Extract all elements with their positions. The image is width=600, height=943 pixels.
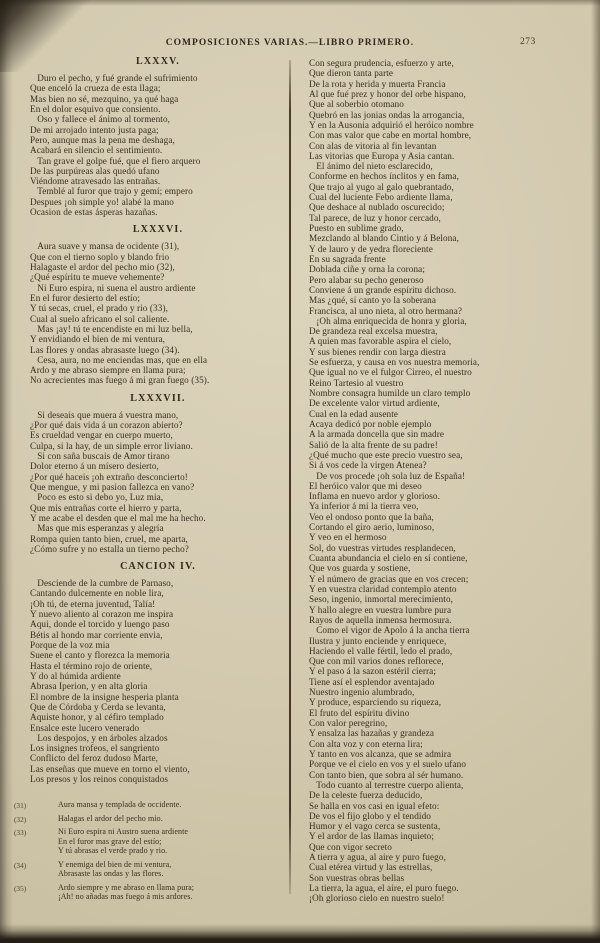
verse-line: Y el ardor de las llamas inquieto; [309,831,435,842]
poem-section [30,561,286,784]
verse-line: Mas ¡ay! tú te encendiste en mi luz bella, [30,323,193,334]
verse-line: Al que fué prez y honor del orbe hispano, [309,88,466,99]
verse-line: Halagas el ardor del pecho mio. [58,813,163,823]
verse-line: Aura suave y mansa de ocidente (31), [30,241,180,252]
verse-line: Las vitorias que Europa y Asia cantan. [309,150,455,161]
footnote-marker: (35) [14,883,27,893]
verse-line: Ya inferior á mí la tierra veo, [309,501,419,512]
section-heading: LXXXVI. [132,224,184,236]
verse-line: Suene el canto y florezca la memoria [30,650,170,661]
verse-line: Y produce, esparciendo su riqueza, [309,697,442,708]
verse-line: Si con saña buscais de Amor tirano [30,451,170,461]
verse-line: Nombre consagra humilde un claro templo [309,388,471,398]
verse-line: Y me acabe el desden que el mal me ha hecho. [30,512,206,523]
verse-line: Cual etérea virtud y las estrellas, [309,862,433,873]
verse-line: Cesa, aura, no me enciendas mas, que en ella [30,354,208,365]
verse-line: ¿Qué mucho que este precio vuestro sea, [309,449,463,460]
verse-line: Ni Euro espira, ni suena el austro ardiente [30,282,196,293]
verse-line: Oso y fallece el ánimo al tormento, [30,114,171,125]
page-edge-right-shadow [591,0,600,943]
verse-line: Las enseñas que mueve en torno el viento, [30,763,190,774]
verse-line: La tierra, la agua, el aire, el puro fuego. [309,883,459,893]
verse-line: Con alta voz y con eterna lira; [309,738,423,749]
verse-line: ¿Qué espíritu te mueve vehemente? [30,272,165,283]
verse-line: Cortando el giro aerio, luminoso, [309,522,435,533]
verse-line: Porque ve el cielo en vos y el suelo ufano [309,759,467,770]
verse-line: Nuestro ingenio alumbrado, [309,687,415,698]
verse-line: Que deshace al nublado oscurecido; [309,202,445,213]
verse-line: Y hallo alegre en vuestra lumbre pura [309,604,452,615]
verse-line: Y tú secas, cruel, el prado y rio (33), [30,303,169,314]
verse-line: Ardo siempre y me abraso en llama pura; [58,882,195,892]
verse-line: Que igual no ve el fulgor Cirreo, el nuestro [309,367,472,378]
verse-line: Con tanto bien, que sobra al sér humano. [309,769,464,780]
verse-line: Y do al húmida ardiente [30,670,121,681]
verse-line: Y enemiga del bien de mi ventura, [58,859,172,869]
verse-line: Y nuevo aliento al corazon me inspira [30,609,174,620]
verse-line: Que mis entrañas corte el hierro y parta, [30,502,182,513]
verse-line: Cual del luciente Febo ardiente llama, [309,192,453,203]
verse-line: Ocasion de estas ásperas hazañas. [30,207,158,218]
left-column [14,56,286,906]
verse-line: De la celeste fuerza deducido, [309,790,423,801]
footnote-marker: (34) [14,860,27,870]
verse-line: ¡Oh glorioso cielo en nuestro suelo! [309,893,445,904]
verse-line: Tiene así el esplendor aventajado [309,676,435,687]
footnote [14,800,286,811]
verse-line: El fruto del espíritu divino [309,707,410,718]
verse-line: Mezclando al blando Cintio y á Belona, [309,233,459,244]
verse-line: De la rota y herida y muerta Francia [309,78,446,89]
verse-line: Que al soberbio otomano [309,99,404,110]
verse-line: Bétis al hondo mar corriente envia, [30,629,163,640]
verse-line: A tierra y agua, al aire y puro fuego, [309,852,446,863]
verse-line: Inflama en nuevo ardor y glorioso. [309,491,440,502]
verse-line: Quebró en las jonias ondas la arrogancia, [309,109,465,120]
verse-line: Pero, aunque mas la pena me deshaga, [30,134,175,145]
verse-line: En su sagrada frente [309,253,386,264]
verse-line: A quien mas favorable aspira el cielo, [309,336,452,347]
verse-line: ¿Por qué dais vida á un corazon abierto? [30,420,183,431]
footnote [14,827,286,856]
verse-line: El nombre de la insigne hesperia planta [30,691,179,702]
verse-line: Las flores y ondas abrasaste luego (34). [30,344,180,355]
verse-line: Humor y el vago cerca se sustenta, [309,821,441,832]
verse-line: Que dieron tanta parte [309,68,394,79]
verse-line: ¿Por qué haceis ¡oh extraño desconcierto! [30,471,188,482]
right-column [309,58,583,904]
verse-line: ¡Oh tú, de eterna juventud, Talía! [30,598,156,609]
poem-section [30,224,286,385]
verse-line: Aqui, donde el torcido y luengo paso [30,619,170,630]
section-heading: LXXXV. [136,56,180,67]
verse-line: Que mengue, y mi pasion fallezca en vano? [30,481,195,492]
verse-line: Haciendo el valle fértil, ledo el prado, [309,645,453,656]
verse-line: Viéndome atravesado las entrañas. [30,176,161,187]
verse-line: Duro el pecho, y fué grande el sufrimiento [30,73,198,83]
page-edge-bottom-shadow [0,924,600,943]
verse-line: Y envidiando el bien de mi ventura, [30,334,166,345]
verse-line: Que enceló la crueza de esta llaga; [30,83,161,94]
verse-line: De vos procede ¡oh sola luz de España! [309,470,466,481]
verse-line: Francisca, al uno nieta, al otro hermana? [309,305,463,316]
footnote-marker: (32) [14,814,27,824]
footnote-marker: (31) [14,801,27,811]
verse-line: De excelente valor virtud ardiente, [309,398,440,409]
verse-line: Aura mansa y templada de occidente. [58,800,182,810]
verse-line: Mas bien no sé, mezquino, ya qué haga [30,93,179,104]
verse-line: Ni Euro espira ni Austro suena ardiente [58,827,189,837]
verse-line: Todo cuanto al terrestre cuerpo alienta, [309,779,464,790]
page-number: 273 [520,37,536,47]
section-heading: LXXXVII. [130,392,186,404]
verse-line: Y en la Ausonia adquirió el heróico nombre [309,119,474,130]
verse-line: Que con vigor secreto [309,841,392,852]
verse-line: Se halla en vos casi en igual efeto: [309,800,440,811]
page-edge-left-shadow [0,0,13,943]
verse-line: Si deseais que muera á vuestra mano, [30,409,179,420]
verse-line: Si á vos cede la virgen Atenea? [309,460,427,471]
verse-line: Son vuestras obras bellas [309,872,405,883]
page-edge-top-shadow [0,0,600,6]
verse-line: Poco es esto si debo yo, Luz mia, [30,492,164,503]
verse-line: ¿Cómo sufre y no estalla un tierno pecho? [30,543,189,554]
footnote [14,813,286,824]
verse-line: Que trajo al yugo al galo quebrantado, [309,181,454,192]
verse-line: Y tanto en vos alcanza, que se admira [309,748,452,759]
footnote-marker: (33) [14,828,27,838]
verse-line: Que con el tierno soplo y blando frio [30,251,170,262]
verse-line: Y en vuestra claridad contemplo atento [309,583,457,594]
verse-line: Con valor peregrino, [309,718,388,728]
verse-line: Con segura prudencia, esfuerzo y arte, [309,58,454,68]
verse-line: Veo el ondoso ponto que la baña, [309,511,434,522]
verse-line: Y el número de gracias que en vos crecen; [309,573,469,584]
verse-line: Es crueldad vengar en cuerpo muerto, [30,430,173,441]
verse-line: Cual al suelo africano el sol caliente. [30,313,170,324]
verse-line: Despues ¡oh simple yo! alabé la mano [30,196,174,207]
verse-line: Los despojos, y en árboles alzados [30,732,168,743]
column-divider-rule [289,60,291,894]
verse-line: Salió de la alta frente de su padre! [309,439,438,450]
verse-line: De mi arrojado intento justa paga; [30,124,159,135]
verse-line: Ilustra y junto enciende y enriquece, [309,635,447,646]
verse-line: Seso, ingenio, inmortal merecimiento, [309,594,454,605]
verse-line: Mas que mis esperanzas y alegría [30,523,164,534]
verse-line: Tan grave el golpe fué, que el fiero arquero [30,155,201,166]
verse-line: Con alas de vitoria al fin levantan [309,140,437,151]
verse-line: De grandeza real excelsa muestra, [309,326,438,337]
verse-line: Puesto en sublime grado, [309,223,404,233]
verse-line: Los presos y los reinos conquistados [30,774,169,785]
verse-line: Conviene á un grande espíritu dichoso. [309,284,457,295]
verse-line: ¡Ah! no añadas mas fuego á mis ardores. [58,892,193,902]
verse-line: De vos el fijo globo y el tendido [309,810,431,821]
verse-line: Cuanta abundancia el cielo en sí contiene, [309,553,468,563]
verse-line: Los insignes trofeos, el sangriento [30,743,160,754]
verse-line: El ánimo del nieto esclarecido, [309,161,433,172]
verse-line: Desciende de la cumbre de Parnaso, [30,578,174,589]
verse-line: Porque de la voz mia [30,640,110,650]
verse-line: Como el vigor de Apolo á la ancha tierra [309,625,470,636]
verse-line: Se esfuerza, y causa en vos nuestra memoria, [309,357,480,368]
verse-line: Abrasa Iperion, y en alta gloria [30,681,148,692]
verse-line: Tal parece, de luz y honor cercado, [309,212,441,223]
verse-line: Que vos guarda y sostiene, [309,563,411,574]
verse-line: A la armada doncella que sin madre [309,429,445,440]
verse-line: Y tú abrasas el verde prado y rio. [58,846,168,856]
verse-line: Que con mil varios dones reflorece, [309,656,444,667]
poem-section [30,56,286,217]
footnote [14,859,286,879]
verse-line: Y el paso á la sazon estéril cierra; [309,666,436,677]
verse-line: En el furor mas grave del estío; [58,836,162,846]
verse-line: Acabará en silencio el sentimiento. [30,145,163,156]
verse-line: Que de Córdoba y Cerda se levanta, [30,701,166,712]
verse-line: Abrasaste las ondas y las flores. [58,869,164,879]
verse-line: Y de lauro y de yedra floreciente [309,243,433,254]
verse-line: Rayos de aquella inmensa hermosura. [309,614,452,625]
verse-line: Dolor eterno á un mísero desierto, [30,461,159,472]
verse-line: Mas ¿qué, si canto yo la soberana [309,295,437,306]
verse-line: ¡Oh alma enriquecida de honra y gloria, [309,315,467,326]
verse-line: Y ensalza las hazañas y grandeza [309,728,435,739]
verse-line: Culpa, si la hay, de un simple error liviano. [30,440,193,451]
running-header: COMPOSICIONES VARIAS.—LIBRO PRIMERO. [165,38,415,48]
verse-line: No acrecientes mas fuego á mi gran fuego (35). [30,375,210,386]
verse-line: Ardo y me abraso siempre en llama pura; [30,365,186,376]
verse-line: De las purpúreas alas quedó ufano [30,165,160,176]
verse-line: Temblé al furor que trajo y gemí; empero [30,186,193,197]
verse-line: Pero alabar su pecho generoso [309,274,424,285]
section-heading: CANCION IV. [120,561,196,573]
verse-line: Acaya dedicó por noble ejemplo [309,418,432,429]
verse-line: En el furor desierto del estío; [30,292,140,303]
verse-line: Conforme en hechos ínclitos y en fama, [309,171,459,182]
verse-line: Y sus bienes rendir con larga diestra [309,346,446,357]
verse-line: Ensalce este lucero venerado [30,722,140,733]
verse-line: Cual en la edad ausente [309,408,399,419]
verse-line: Hasta el término rojo de oriente, [30,660,153,671]
verse-line: Halagaste el ardor del pecho mio (32), [30,262,175,272]
poem-section [30,393,286,554]
verse-line: Rompa quien tanto bien, cruel, me aparta, [30,533,188,544]
verse-line: Reino Tartesio al vuestro [309,377,404,388]
verse-line: Y veo en el hermoso [309,532,387,543]
verse-line: Conflicto del feroz dudoso Marte, [30,753,159,764]
verse-line: Sol, do vuestras virtudes resplandecen, [309,542,456,553]
verse-line: Doblada ciñe y orna la corona; [309,264,426,275]
verse-line: Aquiste honor, y al céfiro templado [30,712,164,723]
footnote [14,882,286,902]
verse-line: Cantando dulcemente en noble lira, [30,588,164,599]
verse-line: En el dolor esquivo que consiento. [30,103,161,114]
verse-line: El heróico valor que mi deseo [309,480,422,491]
footnotes-block [14,800,286,902]
verse-line: Con mas valor que cabe en mortal hombre, [309,130,472,141]
